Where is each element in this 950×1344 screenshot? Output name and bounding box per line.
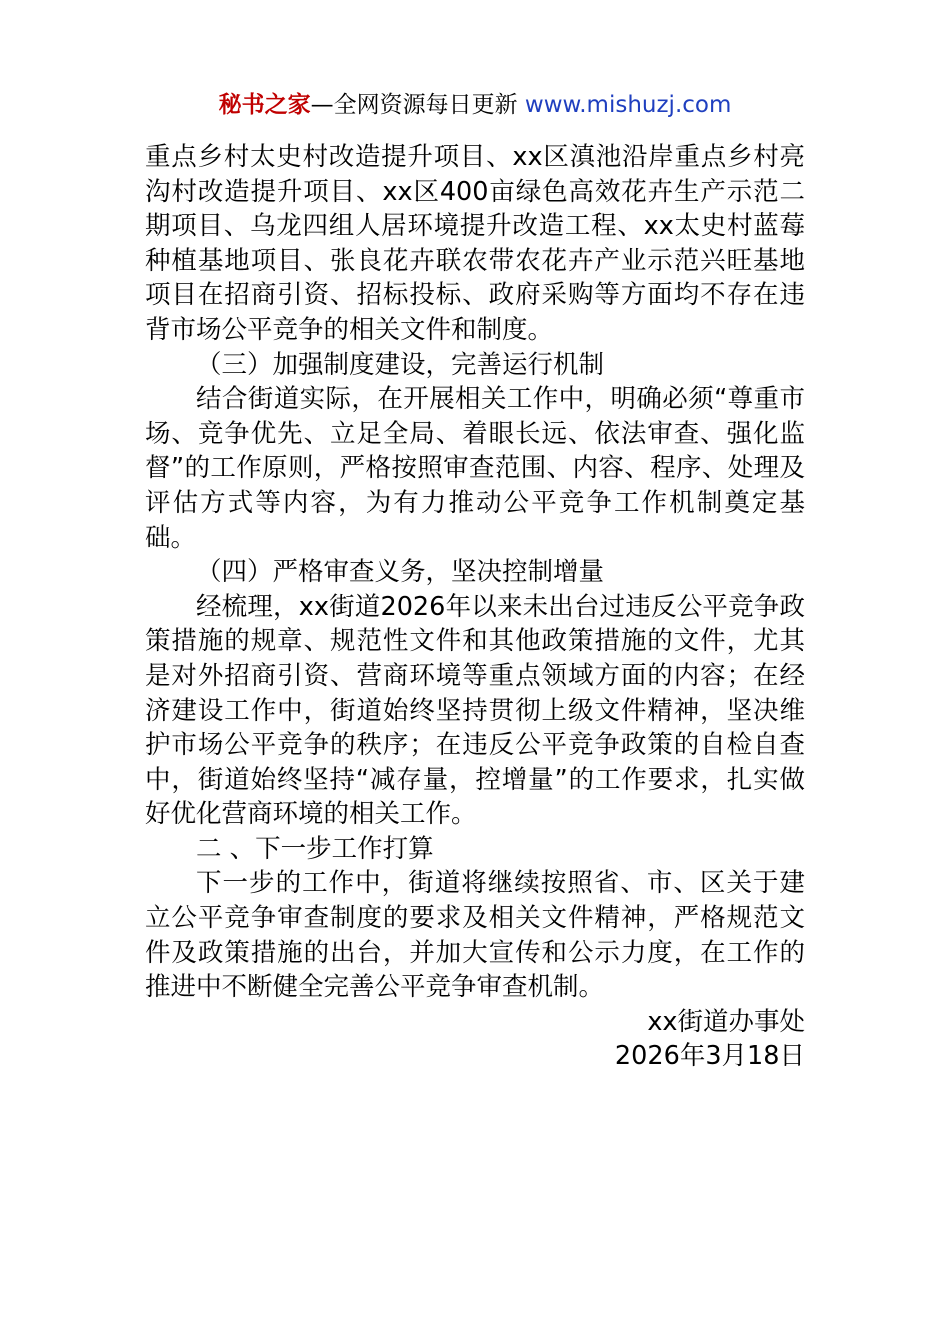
paragraph-system-building: 结合街道实际，在开展相关工作中，明确必须“尊重市场、竞争优先、立足全局、着眼长远、依法审查、强化监督”的工作原则，严格按照审查范围、内容、程序、处理及评估方式等内容，为有力推动公平竞争工作机制奠定基础。	[145, 384, 805, 553]
site-tagline: —全网资源每日更新	[310, 92, 525, 118]
document-body	[145, 140, 805, 1074]
paragraph-project-list: 重点乡村太史村改造提升项目、xx区滇池沿岸重点乡村亮沟村改造提升项目、xx区400亩绿色高效花卉生产示范二期项目、乌龙四组人居环境提升改造工程、xx太史村蓝莓种植基地项目、张良花卉联农带农花卉产业示范兴旺基地项目在招商引资、招标投标、政府采购等方面均不存在违背市场公平竞争的相关文件和制度。	[145, 142, 805, 345]
signature-date: 2026年3月18日	[614, 1041, 805, 1072]
paragraph-next-steps: 下一步的工作中，街道将继续按照省、市、区关于建立公平竞争审查制度的要求及相关文件精神，严格规范文件及政策措施的出台，并加大宣传和公示力度，在工作的推进中不断健全完善公平竞争审查机制。	[145, 868, 805, 1003]
signature-organization: xx街道办事处	[647, 1006, 805, 1037]
section-heading-next-steps: 二 、下一步工作打算	[196, 833, 434, 864]
site-brand: 秘书之家	[218, 92, 311, 118]
paragraph-review-obligations: 经梳理，xx街道2026年以来未出台过违反公平竞争政策措施的规章、规范性文件和其他政策措施的文件，尤其是对外招商引资、营商环境等重点领域方面的内容；在经济建设工作中，街道始终坚持贯彻上级文件精神，坚决维护市场公平竞争的秩序；在违反公平竞争政策的自检自查中，街道始终坚持“减存量，控增量”的工作要求，扎实做好优化营商环境的相关工作。	[145, 591, 805, 830]
section-heading-four: （四）严格审查义务，坚决控制增量	[196, 557, 605, 588]
site-url-link[interactable]: www.mishuzj.com	[524, 92, 732, 118]
site-header	[0, 88, 950, 122]
section-heading-three: （三）加强制度建设，完善运行机制	[196, 349, 605, 380]
